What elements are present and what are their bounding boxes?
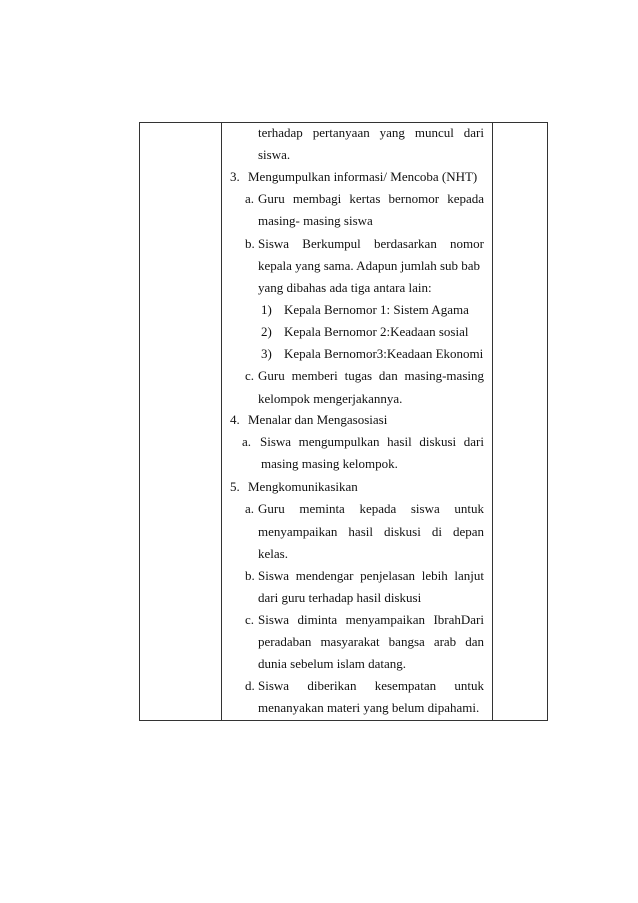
item-label: c. (245, 612, 255, 627)
activity-table (139, 122, 548, 721)
text-line: Guru memberi tugas dan masing-masing (258, 368, 484, 383)
sub-item-label: 1) (261, 302, 272, 317)
step-title: Mengkomunikasikan (248, 479, 358, 494)
item-label: a. (242, 434, 252, 449)
text-line: menanyakan materi yang belum dipahami. (258, 700, 480, 715)
text-line: masing masing kelompok. (261, 456, 398, 471)
text-line: kelas. (258, 546, 288, 561)
text-line: kelompok mengerjakannya. (258, 391, 403, 406)
column-divider-left (221, 123, 222, 720)
text-line: dunia sebelum islam datang. (258, 656, 407, 671)
sub-item-label: 3) (261, 346, 272, 361)
item-label: a. (245, 501, 255, 516)
text-line: peradaban masyarakat bangsa arab dan (258, 634, 484, 649)
text-line: Siswa mendengar penjelasan lebih lanjut (258, 568, 484, 583)
step-title: Menalar dan Mengasosiasi (248, 412, 388, 427)
text-line: Guru membagi kertas bernomor kepada (258, 191, 484, 206)
item-label: d. (245, 678, 255, 693)
sub-item-text: Kepala Bernomor 2:Keadaan sosial (284, 324, 469, 339)
text-line: Siswa mengumpulkan hasil diskusi dari (260, 434, 484, 449)
item-label: c. (245, 368, 255, 383)
sub-item-text: Kepala Bernomor 1: Sistem Agama (284, 302, 469, 317)
step-title: Mengumpulkan informasi/ Mencoba (NHT) (248, 169, 478, 184)
column-divider-right (492, 123, 493, 720)
sub-item-text: Kepala Bernomor3:Keadaan Ekonomi (284, 346, 484, 361)
step-number: 3. (230, 169, 240, 184)
item-label: b. (245, 236, 255, 251)
text-line: Siswa diberikan kesempatan untuk (258, 678, 484, 693)
text-line: Siswa Berkumpul berdasarkan nomor (258, 236, 484, 251)
step-number: 4. (230, 412, 240, 427)
text-line: yang dibahas ada tiga antara lain: (258, 280, 432, 295)
text-line: kepala yang sama. Adapun jumlah sub bab (258, 258, 481, 273)
step-number: 5. (230, 479, 240, 494)
text-line: Siswa diminta menyampaikan IbrahDari (258, 612, 484, 627)
text-line: terhadap pertanyaan yang muncul dari (258, 125, 484, 140)
sub-item-label: 2) (261, 324, 272, 339)
text-line: dari guru terhadap hasil diskusi (258, 590, 422, 605)
text-line: Guru meminta kepada siswa untuk (258, 501, 484, 516)
text-line: siswa. (258, 147, 291, 162)
text-line: menyampaikan hasil diskusi di depan (258, 524, 484, 539)
text-line: masing- masing siswa (258, 213, 373, 228)
item-label: b. (245, 568, 255, 583)
item-label: a. (245, 191, 255, 206)
